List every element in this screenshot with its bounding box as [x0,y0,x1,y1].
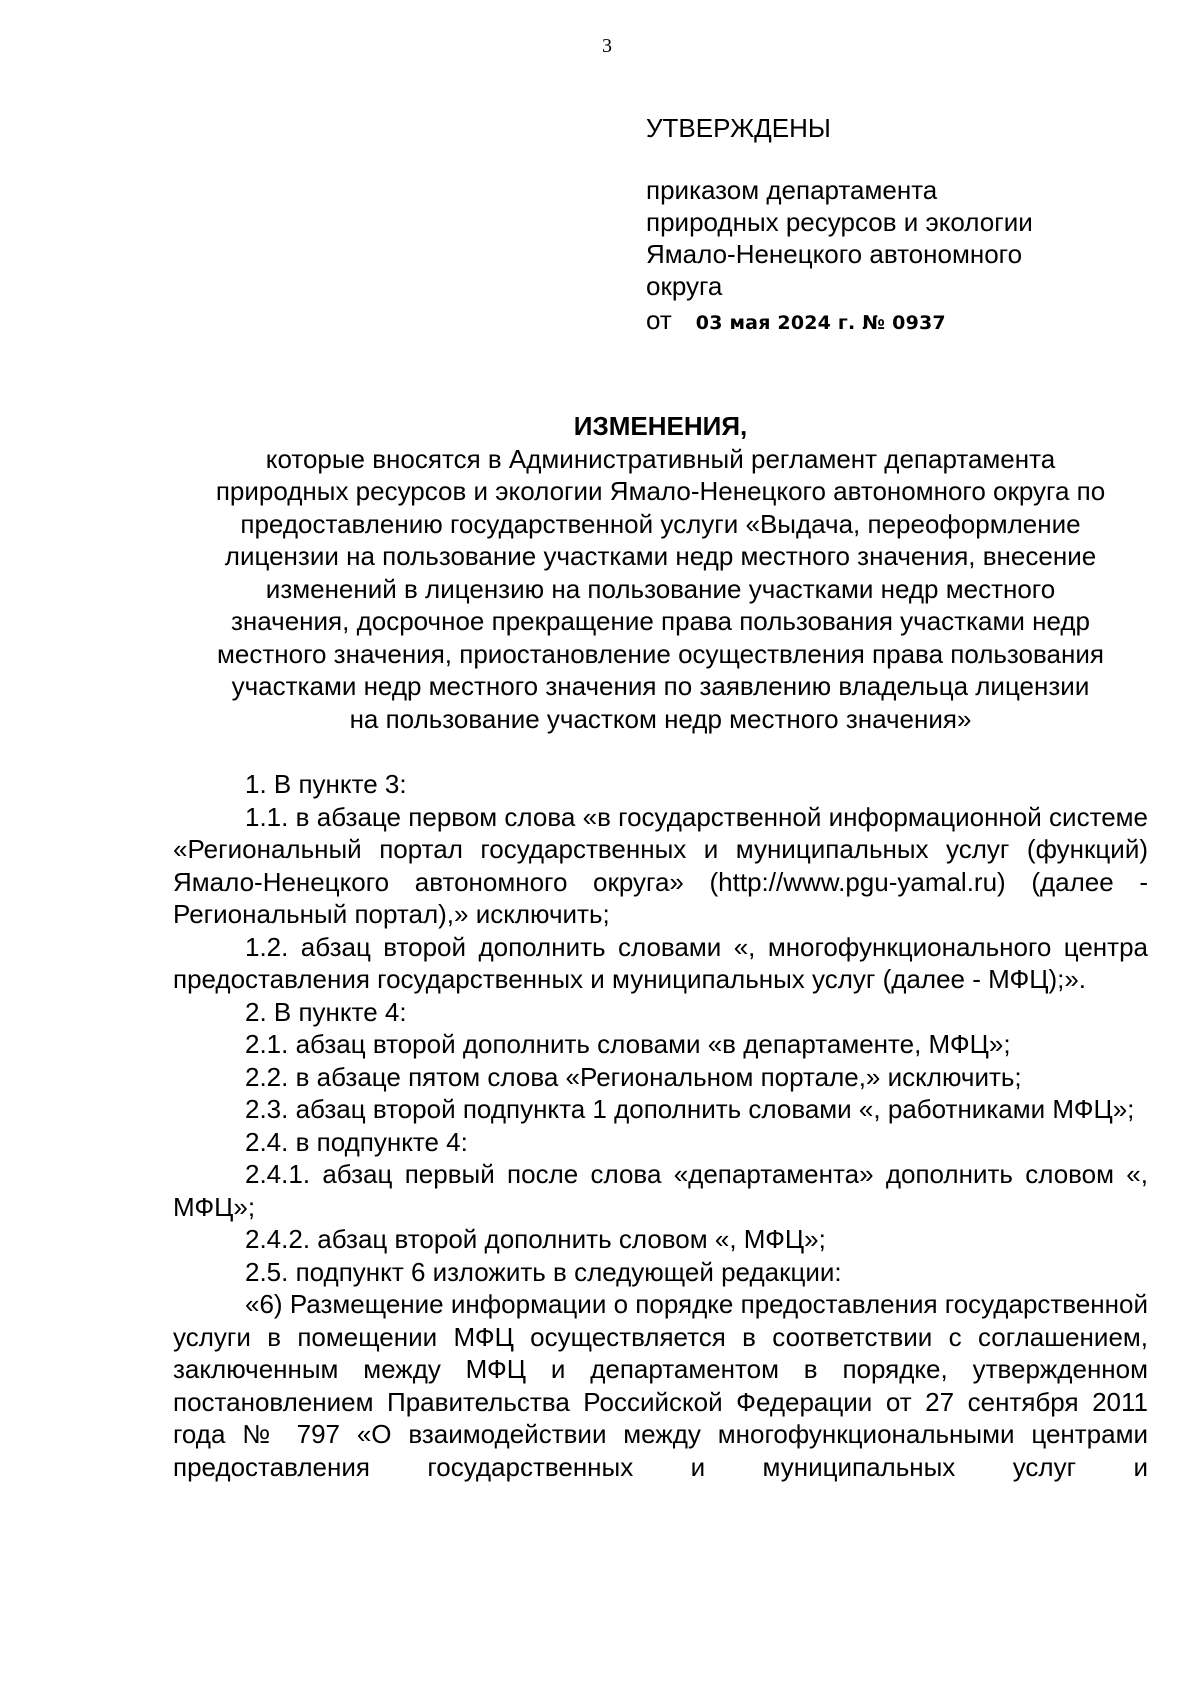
document-body [173,768,1148,1483]
paragraph: 2.3. абзац второй подпункта 1 дополнить словами «, работниками МФЦ»; [245,1094,1135,1124]
approval-heading: УТВЕРЖДЕНЫ [646,113,831,143]
document-title [173,410,1148,735]
paragraph: 2. В пункте 4: [245,996,407,1027]
approval-block [646,112,1166,339]
paragraph: 2.4.1. абзац первый после слова «департамента» дополнить словом «, МФЦ»; [173,1159,1148,1222]
approval-line: природных ресурсов и экологии [646,207,1033,237]
title-line: которые вносятся в Административный регламент департамента [265,443,1056,474]
title-line: местного значения, приостановление осуществления права пользования [217,638,1104,669]
title-line: лицензии на пользование участками недр местного значения, внесение [224,541,1097,571]
paragraph: 1.2. абзац второй дополнить словами «, многофункционального центра предоставления государственных и муниципальных услуг (далее - МФЦ);». [173,931,1148,994]
title-line: на пользование участком недр местного значения» [349,703,972,734]
page-number: 3 [602,35,612,57]
paragraph: 1.1. в абзаце первом слова «в государственной информационной системе «Региональный портал государственных и муниципальных услуг (функций) Ямало-Ненецкого автономного округа» (http://www.pgu-yamal.ru) (далее - Региональный портал),» исключить; [173,801,1148,929]
title-line: участками недр местного значения по заявлению владельца лицензии [231,671,1090,701]
paragraph: 2.4. в подпункте 4: [245,1126,468,1157]
approval-date-row [646,304,1166,339]
paragraph: 2.5. подпункт 6 изложить в следующей редакции: [245,1256,842,1287]
paragraph: 2.2. в абзаце пятом слова «Региональном портале,» исключить; [245,1061,1022,1092]
approval-line: Ямало-Ненецкого автономного [646,239,1023,269]
title-heading: ИЗМЕНЕНИЯ, [573,411,748,441]
paragraph: 1. В пункте 3: [245,769,407,799]
paragraph: «6) Размещение информации о порядке предоставления государственной услуги в помещении МФЦ осуществляется в соответствии с соглашением, заключенным между МФЦ и департаментом в порядке, утвержденном постановлением Правительства Российской Федерации от 27 сентября 2011 года № 797 «О взаимодействии между многофункциональными центрами предоставления государственных и муниципальных услуг и [173,1289,1148,1482]
title-line: значения, досрочное прекращение права пользования участками недр [231,606,1090,636]
approval-line: приказом департамента [646,175,938,205]
title-line: предоставлению государственной услуги «Выдача, переоформление [240,508,1081,539]
date-stamp: 03 мая 2024 г. № 0937 [695,312,946,334]
paragraph: 2.1. абзац второй дополнить словами «в департаменте, МФЦ»; [245,1029,1011,1059]
title-line: природных ресурсов и экологии Ямало-Ненецкого автономного округа по [215,476,1106,506]
title-line: изменений в лицензию на пользование участками недр местного [265,573,1056,604]
approval-line: округа [646,271,723,301]
paragraph: 2.4.2. абзац второй дополнить словом «, МФЦ»; [245,1224,826,1254]
date-prefix: от [646,305,672,335]
